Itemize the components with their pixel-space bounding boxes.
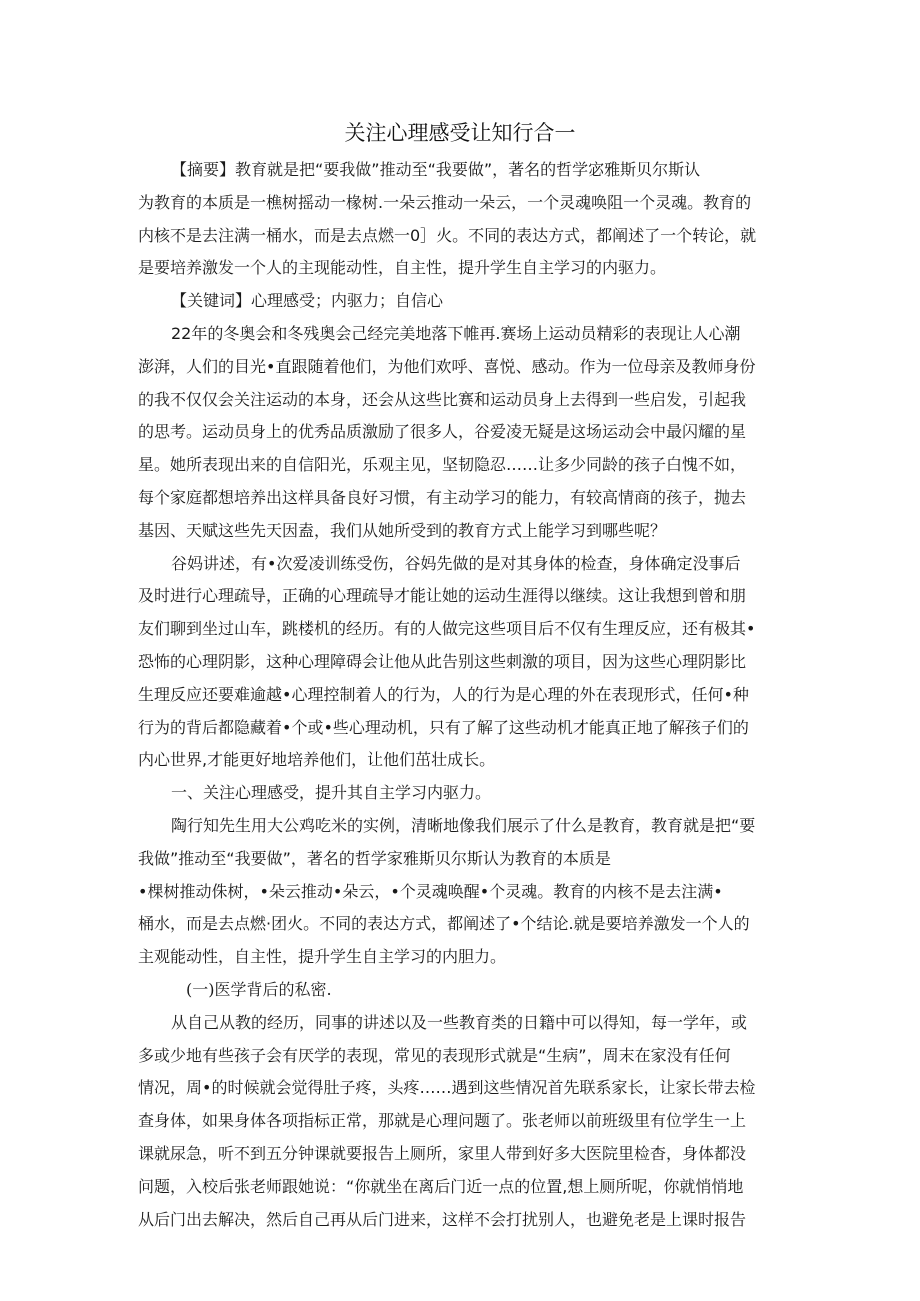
- paragraph-line: 课就尿急，听不到五分钟课就要报告上厕所，家里人带到好多大医院里检杳，身体都没: [138, 1143, 747, 1163]
- paragraph-line: 基因、天赋这些先天因盍，我们从她所受到的教育方式上能学习到哪些呢？: [138, 520, 667, 540]
- paragraph-line: 的思考。运动员身上的优秀品质激励了很多人，谷爱凌无疑是这场运动会中最闪耀的星: [138, 422, 747, 442]
- abstract-line: 【摘要】教育就是把“要我做”推动至“我要做”，著名的哲学宓雅斯贝尔斯认: [171, 160, 701, 179]
- paragraph-line: 及时进行心理疏导，正确的心理疏导才能让她的运动生涯得以继续。这让我想到曾和朋: [138, 586, 747, 606]
- subsection-heading: (一)医学背后的私密.: [186, 979, 332, 999]
- paragraph-line: 内心世界,才能更好地培养他们，让他们茁壮成长。: [138, 750, 496, 770]
- abstract-line: 内核不是去注满一桶水，而是去点燃一0］火。不同的表达方式，都阐述了一个转论，就: [138, 225, 757, 245]
- paragraph-line: 谷妈讲述，有•次爱凌训练受伤，谷妈先做的是对其身体的检查，身体确定没事后: [171, 553, 741, 573]
- paragraph-line: 主观能动性，自主性，提升学生自主学习的内胆力。: [138, 947, 507, 967]
- paragraph-line: 陶行知先生用大公鸡吃米的实例，清晰地像我们展示了什么是教育，教育就是把“要: [171, 815, 756, 835]
- paragraph-line: 情况，周•的时候就会觉得肚子疼，头疼……遇到这些情况首先联系家长，让家长带去检: [138, 1078, 756, 1098]
- paragraph-line: 从自己从教的经历，同事的讲述以及一些教育类的日籍中可以得知，每一学年，或: [171, 1012, 748, 1032]
- paragraph-line: 澎湃，人们的目光•直跟随着他们，为他们欢呼、喜悦、感动。作为一位母亲及教师身份: [138, 356, 756, 376]
- keywords-line: 【关键词】心理感受；内驱力；自信心: [171, 291, 444, 311]
- paragraph-line: 查身体，如果身体各项指标正常，那就是心理问题了。张老师以前班级里有位学生一上: [138, 1111, 747, 1131]
- document-title: 关注心理感受让知行合一: [344, 121, 576, 145]
- paragraph-line: 从后门出去解决，然后自己再从后门进来，这样不会打扰别人，也避免老是上课时报告: [138, 1209, 747, 1229]
- paragraph-line: 22年的冬奥会和冬残奥会己经完美地落下帷再.赛场上运动员精彩的表现让人心潮: [171, 323, 741, 343]
- paragraph-line: 生理反应还要难逾越•心理控制着人的行为，人的行为是心理的外在表现形式，任何•种: [138, 684, 749, 704]
- paragraph-line: 行为的背后都隐藏着•个或•些心理动机，只有了解了这些动机才能真正地了解孩子们的: [138, 717, 749, 737]
- paragraph-line: 问题，入校后张老师跟她说：“你就坐在离后门近一点的位置,想上厕所呢，你就悄悄地: [138, 1176, 744, 1196]
- abstract-line: 是要培养激发一个人的主现能动性，自主性，提升学生自主学习的内驱力。: [138, 258, 667, 278]
- paragraph-line: 的我不仅仅会关注运动的本身，还会从这些比赛和运动员身上去得到一些启发，引起我: [138, 389, 747, 409]
- paragraph-line: 我做”推动至“我要做”，著名的哲学家雅斯贝尔斯认为教育的本质是: [138, 848, 611, 868]
- abstract-line: 为教育的本质是一樵树摇动一椽树.一朵云推动一朵云，一个灵魂唤阻一个灵魂。教育的: [138, 192, 752, 212]
- section-heading: 一、关注心理感受，提升其自主学习内驱力。: [171, 783, 492, 803]
- paragraph-line: 恐怖的心理阴影，这种心理障碍会让他从此告别这些刺激的项目，因为这些心理阴影比: [138, 651, 747, 671]
- paragraph-line: 星。她所表现出来的自信阳光，乐观主见，坚韧隐忍……让多少同龄的孩子白愧不如，: [138, 455, 747, 475]
- document-body: [138, 154, 788, 1236]
- paragraph-line: 友们聊到坐过山车，跳楼机的经历。有的人做完这些项目后不仅有生理反应，还有极其•: [138, 619, 756, 639]
- paragraph-line: •棵树推动侏树，•朵云推动•朵云，•个灵魂唤醒•个灵魂。教育的内核不是去注满•: [138, 881, 723, 901]
- paragraph-line: 多或少地有些孩子会有厌学的表现，常见的表现形式就是“生病”，周末在家没有任何: [138, 1045, 731, 1065]
- paragraph-line: 每个家庭都想培养出这样具备良好习惯，有主动学习的能力，有较高情商的孩子，抛去: [138, 487, 747, 507]
- paragraph-line: 桶水，而是去点燃·团火。不同的表达方式，都阐述了•个结论.就是要培养激发一个人的: [138, 914, 750, 934]
